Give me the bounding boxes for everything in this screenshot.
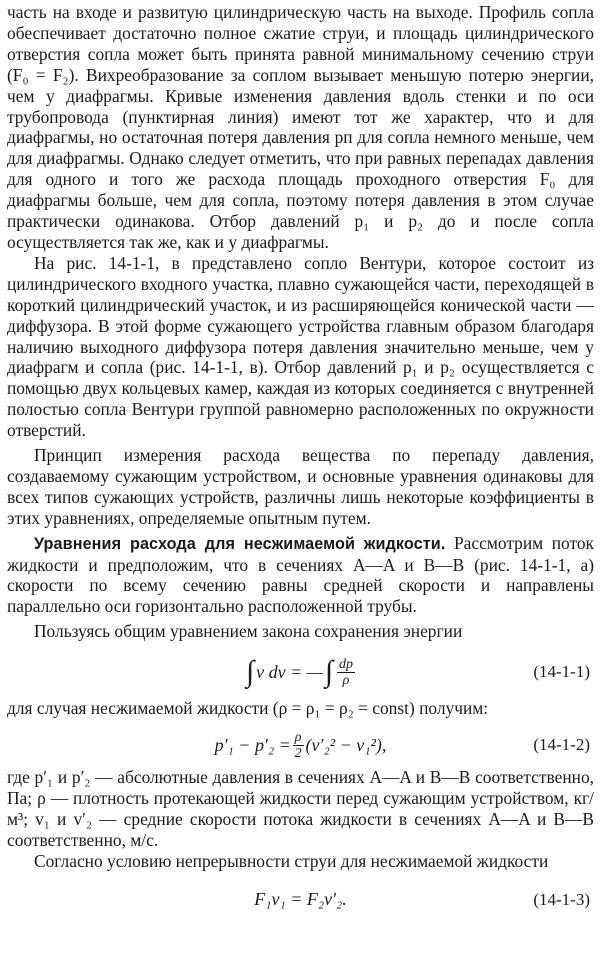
equation-14-1-2 (7, 723, 594, 767)
eq1-left: v dv = — (256, 661, 323, 682)
paragraph-flow-text: Рассмотрим поток жидкости и предположим, что в сечениях A—A и B—B (рис. 14-1-1, а) скорости по всему сечению равны средней скорости и направлены параллельно оси горизонтально расположенной трубы. (7, 532, 594, 617)
eq1-numerator: dp (339, 656, 354, 672)
eq2-fraction (293, 730, 304, 761)
eq2-denominator: 2 (294, 745, 302, 761)
eq1-denominator: ρ (342, 672, 350, 688)
paragraph-flow-equations (7, 533, 594, 618)
equation-14-1-3 (7, 878, 594, 922)
section-heading: Уравнения расхода для несжимаемой жидкости. (34, 534, 446, 553)
eq2-right: (v′₂² − v₁²), (305, 734, 387, 755)
eq2-numerator: ρ (294, 729, 302, 745)
paragraph-principle: Принцип измерения расхода вещества по перепаду давления, создаваемому сужающим устройством, и основные уравнения одинаковы для всех типов сужающих устройств, различны лишь некоторые коэффициенты в этих уравнениях, определяемые опытным путем. (7, 445, 594, 528)
equation-number: (14-1-2) (533, 735, 590, 755)
equation-number: (14-1-1) (533, 662, 590, 682)
paragraph-nozzle: часть на входе и развитую цилиндрическую часть на выходе. Профиль сопла обеспечивает достаточно полное сжатие струи, и площадь цилиндрического отверстия сопла может быть принята равной минимальному сечению струи (F₀ = F₂). Вихреобразование за соплом вызывает меньшую потерю энергии, чем у диафрагмы. Кривые изменения давления вдоль стенки и по оси трубопровода (пунктирная линия) имеют тот же характер, что и для диафрагмы, но остаточная потеря давления pп для сопла немного меньше, чем для диафрагмы. Однако следует отметить, что при равных перепадах давления для одного и того же расхода площадь проходного отверстия F₀ для диафрагмы больше, чем для сопла, поэтому потеря давления в этом случае практически одинакова. Отбор давлений p₁ и p₂ до и после сопла осуществляется так же, как и у диафрагмы. (7, 2, 594, 252)
paragraph-incompressible: для случая несжимаемой жидкости (ρ = ρ₁ = ρ₂ = const) получим: (7, 698, 489, 719)
equation-14-1-1 (7, 646, 594, 698)
integral-sign: ∫ (245, 655, 255, 689)
eq1-fraction (337, 657, 355, 688)
paragraph-continuity: Согласно условию непрерывности струи для несжимаемой жидкости (34, 850, 549, 871)
integral-sign: ∫ (324, 655, 334, 689)
equation-number: (14-1-3) (533, 889, 590, 909)
paragraph-venturi: На рис. 14-1-1, в представлено сопло Вентури, которое состоит из цилиндрического входного участка, плавно сужающейся части, переходящей в короткий цилиндрический участок, и из расширяющейся конической части — диффузора. В этой форме сужающего устройства главным образом благодаря наличию выходного диффузора потеря давления значительно меньше, чем у диафрагм и сопла (рис. 14-1-1, в). Отбор давлений p₁ и p₂ осуществляется с помощью двух кольцевых камер, каждая из которых соединяется с внутренней полостью сопла Вентури группой равномерно расположенных по окружности отверстий. (7, 252, 594, 441)
paragraph-definitions: где p′₁ и p′₂ — абсолютные давления в сечениях A—A и B—B соответственно, Па; ρ — плотность протекающей жидкости перед сужающим устройством, кг/м³; v₁ и v′₂ — средние скорости потока жидкости в сечениях A—A и B—B соответственно, м/с. (7, 767, 594, 850)
paragraph-energy-law: Пользуясь общим уравнением закона сохранения энергии (34, 621, 463, 642)
eq3-text: F₁v₁ = F₂v′₂. (254, 889, 347, 910)
eq2-left: p′₁ − p′₂ = (214, 734, 291, 755)
